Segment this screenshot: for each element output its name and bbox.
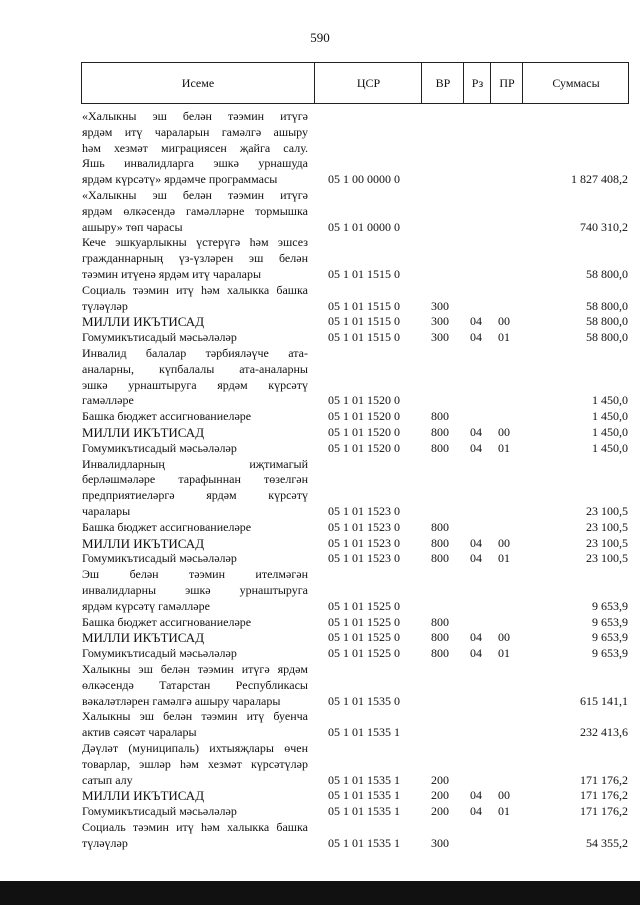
row-vr: 300 — [431, 298, 449, 313]
table-row — [82, 109, 628, 188]
row-name-line: аналарны, күпбалалы ата-аналарны — [82, 361, 308, 376]
row-name — [82, 109, 308, 188]
table-row — [82, 346, 628, 409]
row-name-line: Кече эшкуарлыкны үстерүгә һәм эшсез — [82, 235, 308, 250]
row-name-line: тәэмин итүенә ярдәм итү чаралары — [82, 266, 262, 281]
row-name-line: МИЛЛИ ИКЪТИСАД — [82, 314, 205, 330]
row-name — [82, 741, 308, 788]
row-vr: 300 — [431, 314, 449, 329]
row-csr: 05 1 01 1523 0 — [328, 519, 400, 534]
row-name-line: һәм хезмәт миграциясен җайга салу. — [82, 140, 308, 155]
row-name-line: актив сәясәт чаралары — [82, 725, 197, 740]
row-name-line: түләүләр — [82, 835, 128, 850]
row-sum: 9 653,9 — [592, 614, 628, 629]
table-row — [82, 441, 628, 457]
row-name — [82, 630, 308, 646]
table-row — [82, 188, 628, 235]
row-name — [82, 567, 308, 614]
table-row — [82, 520, 628, 536]
row-vr: 800 — [431, 440, 449, 455]
table-row — [82, 662, 628, 709]
table-row — [82, 615, 628, 631]
row-name-line: МИЛЛИ ИКЪТИСАД — [82, 630, 205, 646]
table-row — [82, 536, 628, 552]
row-name-line: Гомумикътисадый мәсьәләләр — [82, 440, 237, 455]
row-sum: 171 176,2 — [580, 804, 628, 819]
table-row — [82, 820, 628, 852]
row-csr: 05 1 01 1520 0 — [328, 393, 400, 408]
row-name — [82, 409, 308, 425]
row-csr: 05 1 01 1525 0 — [328, 598, 400, 613]
row-name — [82, 536, 308, 552]
page-number: 590 — [310, 30, 330, 45]
table-row — [82, 425, 628, 441]
row-csr: 05 1 01 1523 0 — [328, 535, 400, 550]
row-sum: 171 176,2 — [580, 772, 628, 787]
row-name — [82, 346, 308, 409]
row-pr: 00 — [498, 788, 510, 803]
row-name-line: Инвалидларның иҗтимагый — [82, 456, 308, 471]
row-pr: 01 — [498, 804, 510, 819]
row-sum: 1 450,0 — [592, 409, 628, 424]
row-vr: 300 — [431, 835, 449, 850]
row-name — [82, 662, 308, 709]
row-name — [82, 646, 308, 662]
row-name-line: гамәлләре — [82, 393, 134, 408]
row-pr: 01 — [498, 551, 510, 566]
row-name-line: эшкә урнаштыруга ярдәм күрсәтү — [82, 377, 308, 392]
row-name-line: сатып алу — [82, 772, 133, 787]
row-name-line: берләшмәләре тарафыннан төзелгән — [82, 472, 308, 487]
row-pr: 00 — [498, 630, 510, 645]
row-name-line: «Халыкны эш белән тәэмин итүгә — [82, 188, 308, 202]
row-vr: 200 — [431, 788, 449, 803]
table-row — [82, 330, 628, 346]
table-row — [82, 630, 628, 646]
row-name-line: Дәүләт (муниципаль) ихтыяҗлары өчен — [82, 741, 308, 755]
row-sum: 58 800,0 — [586, 330, 628, 345]
row-sum: 23 100,5 — [586, 519, 628, 534]
row-name-line: Гомумикътисадый мәсьәләләр — [82, 330, 237, 345]
row-csr: 05 1 01 1515 0 — [328, 314, 400, 329]
row-rz: 04 — [470, 804, 482, 819]
row-name-line: чаралары — [82, 503, 131, 518]
row-sum: 1 450,0 — [592, 425, 628, 439]
row-name — [82, 235, 308, 282]
row-rz: 04 — [470, 535, 482, 550]
row-pr: 00 — [498, 314, 510, 329]
table-row — [82, 567, 628, 614]
row-sum: 9 653,9 — [592, 630, 628, 645]
row-sum: 171 176,2 — [580, 788, 628, 803]
header-name: Исеме — [181, 76, 215, 90]
row-name-line: ярдәм өлкәсендә гамәлләрне тормышка — [82, 203, 308, 218]
row-sum: 1 450,0 — [592, 440, 628, 455]
row-pr: 01 — [498, 646, 510, 661]
row-pr: 01 — [498, 440, 510, 455]
row-csr: 05 1 01 1535 1 — [328, 788, 400, 803]
row-vr: 800 — [431, 425, 449, 439]
row-vr: 800 — [431, 551, 449, 566]
row-sum: 1 450,0 — [592, 393, 628, 408]
row-name — [82, 804, 308, 820]
row-vr: 800 — [431, 535, 449, 550]
row-name-line: Халыкны эш белән тәэмин итү буенча — [82, 709, 308, 724]
row-csr: 05 1 01 1515 0 — [328, 330, 400, 345]
row-csr: 05 1 01 1520 0 — [328, 440, 400, 455]
row-name-line: Башка бюджет ассигнованиеләре — [82, 614, 252, 629]
row-name-line: предприятиеләргә ярдәм күрсәтү — [82, 488, 308, 503]
row-vr: 800 — [431, 519, 449, 534]
row-name — [82, 615, 308, 631]
row-name-line: МИЛЛИ ИКЪТИСАД — [82, 788, 205, 804]
row-sum: 9 653,9 — [592, 646, 628, 661]
row-name-line: инвалидларны эшкә урнаштыруга — [82, 582, 308, 597]
table-row — [82, 646, 628, 662]
row-rz: 04 — [470, 630, 482, 645]
row-name-line: товарлар, эшләр һәм хезмәт күрсәтүләр — [82, 756, 308, 771]
row-name — [82, 520, 308, 536]
row-name-line: вәкаләтләрен гамәлгә ашыру чаралары — [82, 693, 281, 708]
row-csr: 05 1 01 1525 0 — [328, 646, 400, 661]
row-name-line: Башка бюджет ассигнованиеләре — [82, 519, 252, 534]
row-vr: 200 — [431, 804, 449, 819]
table-header — [81, 62, 629, 104]
row-name — [82, 551, 308, 567]
row-name-line: ярдәм күрсәтү гамәлләре — [82, 598, 210, 613]
row-sum: 615 141,1 — [580, 693, 628, 708]
row-rz: 04 — [470, 551, 482, 566]
row-csr: 05 1 01 1520 0 — [328, 425, 400, 439]
row-csr: 05 1 00 0000 0 — [328, 172, 400, 187]
row-name-line: Яшь инвалидларга эшкә урнашуда — [82, 156, 308, 171]
row-sum: 58 800,0 — [586, 298, 628, 313]
row-name-line: Эш белән тәэмин ителмәгән — [82, 567, 308, 582]
row-csr: 05 1 01 1535 1 — [328, 772, 400, 787]
row-csr: 05 1 01 1520 0 — [328, 409, 400, 424]
row-pr: 01 — [498, 330, 510, 345]
row-csr: 05 1 01 1535 0 — [328, 693, 400, 708]
row-name-line: ярдәм итү чараларын гамәлгә ашыру — [82, 124, 308, 139]
row-name-line: Гомумикътисадый мәсьәләләр — [82, 646, 237, 661]
row-name — [82, 314, 308, 330]
table-row — [82, 804, 628, 820]
row-csr: 05 1 01 1535 1 — [328, 804, 400, 819]
row-name-line: ашыру» төп чарасы — [82, 219, 183, 234]
row-name — [82, 425, 308, 441]
row-csr: 05 1 01 1525 0 — [328, 630, 400, 645]
table-row — [82, 409, 628, 425]
row-rz: 04 — [470, 314, 482, 329]
header-vr: ВР — [421, 63, 464, 103]
row-name — [82, 820, 308, 852]
row-sum: 1 827 408,2 — [571, 172, 628, 187]
row-sum: 58 800,0 — [586, 266, 628, 281]
table-row — [82, 235, 628, 282]
row-csr: 05 1 01 1535 1 — [328, 835, 400, 850]
row-vr: 800 — [431, 614, 449, 629]
row-vr: 800 — [431, 409, 449, 424]
table-row — [82, 741, 628, 788]
row-rz: 04 — [470, 646, 482, 661]
row-sum: 232 413,6 — [580, 725, 628, 740]
row-rz: 04 — [470, 788, 482, 803]
header-pr: ПР — [490, 63, 523, 103]
row-name — [82, 457, 308, 520]
row-csr: 05 1 01 1523 0 — [328, 503, 400, 518]
row-sum: 9 653,9 — [592, 598, 628, 613]
row-vr: 800 — [431, 630, 449, 645]
scan-border — [0, 881, 640, 905]
row-name — [82, 441, 308, 457]
row-rz: 04 — [470, 425, 482, 439]
row-sum: 740 310,2 — [580, 219, 628, 234]
row-name-line: гражданнарның үз-үзләрен эш белән — [82, 251, 308, 266]
row-name-line: Халыкны эш белән тәэмин итүгә ярдәм — [82, 662, 308, 676]
row-name-line: Инвалид балалар тәрбияләүче ата- — [82, 346, 308, 360]
row-sum: 23 100,5 — [586, 551, 628, 566]
row-name — [82, 188, 308, 235]
row-name-line: Гомумикътисадый мәсьәләләр — [82, 551, 237, 566]
row-name-line: өлкәсендә Татарстан Республикасы — [82, 677, 308, 692]
table-row — [82, 283, 628, 315]
row-name — [82, 709, 308, 741]
row-name-line: Гомумикътисадый мәсьәләләр — [82, 804, 237, 819]
row-name — [82, 283, 308, 315]
row-name-line: «Халыкны эш белән тәэмин итүгә — [82, 109, 308, 123]
row-name-line: Башка бюджет ассигнованиеләре — [82, 409, 252, 424]
row-csr: 05 1 01 1535 1 — [328, 725, 400, 740]
row-csr: 05 1 01 1525 0 — [328, 614, 400, 629]
row-name — [82, 330, 308, 346]
row-vr: 300 — [431, 330, 449, 345]
row-sum: 54 355,2 — [586, 835, 628, 850]
row-csr: 05 1 01 0000 0 — [328, 219, 400, 234]
row-csr: 05 1 01 1515 0 — [328, 298, 400, 313]
row-name-line: ярдәм күрсәтү» ярдәмче программасы — [82, 172, 278, 187]
row-csr: 05 1 01 1515 0 — [328, 266, 400, 281]
row-rz: 04 — [470, 440, 482, 455]
table-row — [82, 457, 628, 520]
row-name-line: МИЛЛИ ИКЪТИСАД — [82, 425, 205, 440]
row-name-line: Социаль тәэмин итү һәм халыкка башка — [82, 282, 308, 297]
table-row — [82, 551, 628, 567]
table-row — [82, 788, 628, 804]
header-rz: Рз — [463, 63, 491, 103]
row-rz: 04 — [470, 330, 482, 345]
row-name-line: Социаль тәэмин итү һәм халыкка башка — [82, 820, 308, 834]
row-sum: 58 800,0 — [586, 314, 628, 329]
row-name — [82, 788, 308, 804]
table-row — [82, 314, 628, 330]
table-row — [82, 709, 628, 741]
header-sum: Суммасы — [522, 63, 629, 103]
row-sum: 23 100,5 — [586, 535, 628, 550]
row-vr: 800 — [431, 646, 449, 661]
row-sum: 23 100,5 — [586, 503, 628, 518]
header-csr: ЦСР — [314, 63, 422, 103]
row-pr: 00 — [498, 425, 510, 439]
row-csr: 05 1 01 1523 0 — [328, 551, 400, 566]
row-pr: 00 — [498, 535, 510, 550]
row-name-line: түләүләр — [82, 298, 128, 313]
row-vr: 200 — [431, 772, 449, 787]
row-name-line: МИЛЛИ ИКЪТИСАД — [82, 535, 205, 551]
